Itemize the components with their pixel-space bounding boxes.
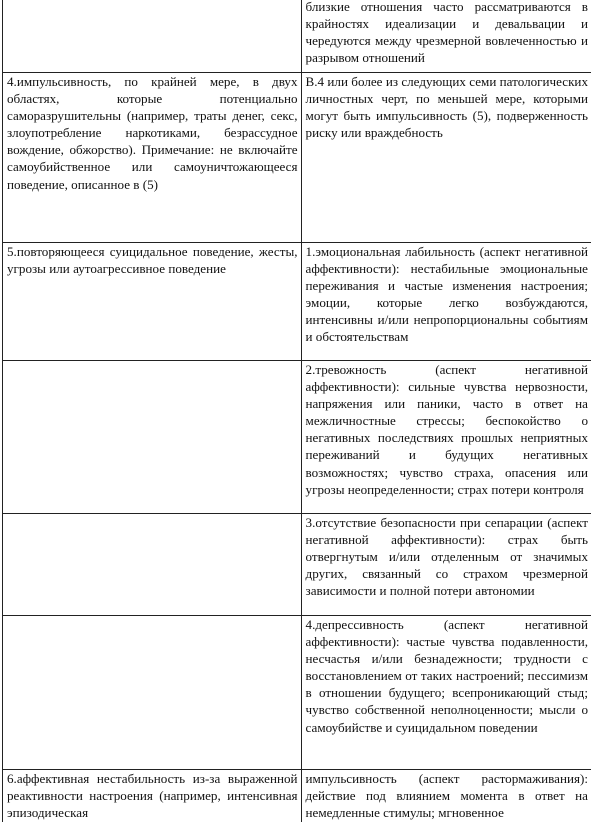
cell-text: 5.повторяющееся суицидальное поведение, жесты, угрозы или аутоагрессивное поведение xyxy=(7,244,298,277)
right-cell xyxy=(301,770,591,822)
left-cell xyxy=(3,514,302,616)
left-cell xyxy=(3,73,302,243)
cell-text: 1.эмоциональная лабильность (аспект негативной аффективности): нестабильные эмоциональные переживания и частые изменения настроения; эмоции, которые легко возбуждаются, интенсивны и/или непропорциональны событиям и обстоятельствам xyxy=(305,244,588,345)
right-cell xyxy=(301,0,591,73)
right-cell xyxy=(301,243,591,361)
table-row xyxy=(3,243,591,361)
cell-text: 4.импульсивность, по крайней мере, в двух областях, которые потенциально саморазрушительны (например, траты денег, секс, злоупотребление наркотиками, безрассудное вождение, обжорство). Примечание: не включайте самоубийственное или самоуничтожающееся поведение, описанное в (5) xyxy=(7,74,298,192)
right-cell xyxy=(301,361,591,514)
cell-text: B.4 или более из следующих семи патологических личностных черт, по меньшей мере, которыми могут быть импульсивность (5), подверженность риску или враждебность xyxy=(305,74,588,141)
left-cell xyxy=(3,243,302,361)
left-cell xyxy=(3,616,302,770)
table-row xyxy=(3,0,591,73)
table-row xyxy=(3,361,591,514)
right-cell xyxy=(301,616,591,770)
left-cell xyxy=(3,361,302,514)
cell-text: 6.аффективная нестабильность из-за выраженной реактивности настроения (например, интенсивная эпизодическая xyxy=(7,771,298,821)
left-cell xyxy=(3,770,302,822)
right-cell xyxy=(301,514,591,616)
table-row xyxy=(3,73,591,243)
right-cell xyxy=(301,73,591,243)
cell-text: 4.депрессивность (аспект негативной аффективности): частые чувства подавленности, несчастья и/или безнадежности; трудности с восстановлением от таких настроений; пессимизм в отношении будущего; всепроникающий стыд; чувство собственной неполноценности; мысли о самоубийстве и суицидальном поведении xyxy=(305,617,588,735)
criteria-comparison-table xyxy=(2,0,591,822)
cell-text: 3.отсутствие безопасности при сепарации (аспект негативной аффективности): страх быть отвергнутым и/или отделенным от значимых других, связанный со страхом чрезмерной зависимости и полной потери автономии xyxy=(305,515,588,599)
table-row xyxy=(3,616,591,770)
table-row xyxy=(3,770,591,822)
cell-text: близкие отношения часто рассматриваются в крайностях идеализации и девальвации и чередуются между чрезмерной вовлеченностью и разрывом отношений xyxy=(305,0,588,66)
cell-text: 2.тревожность (аспект негативной аффективности): сильные чувства нервозности, напряжения или паники, часто в ответ на межличностные стрессы; беспокойство о негативных последствиях прошлых неприятных переживаний и будущих негативных возможностях; чувство страха, опасения или угрозы неопределенности; страх потери контроля xyxy=(305,362,588,497)
left-cell xyxy=(3,0,302,73)
cell-text: импульсивность (аспект растормаживания): действие под влиянием момента в ответ на немедленные стимулы; мгновенное xyxy=(305,771,588,821)
table-row xyxy=(3,514,591,616)
